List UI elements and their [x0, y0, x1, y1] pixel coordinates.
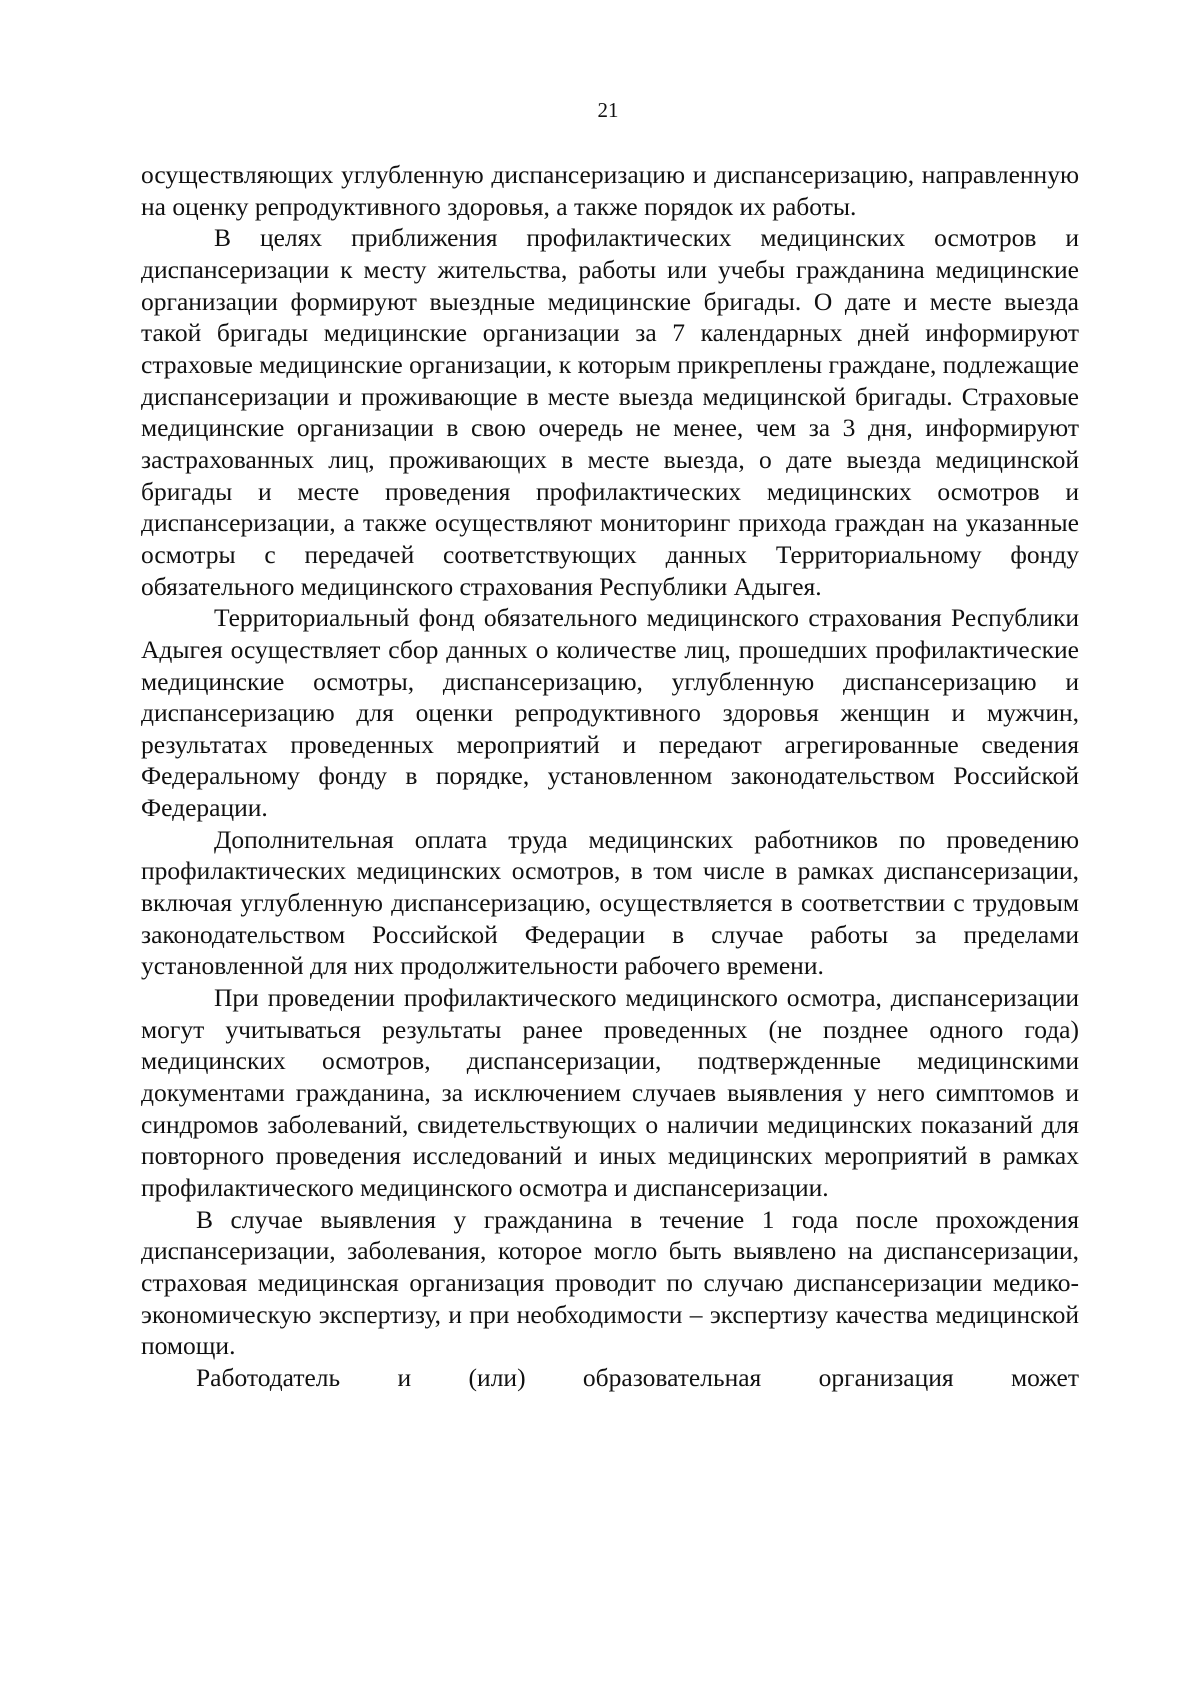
page-number: 21: [597, 98, 619, 122]
paragraph-3: Территориальный фонд обязательного медицинского страхования Республики Адыгея осуществляет сбор данных о количестве лиц, прошедших профилактические медицинские осмотры, диспансеризацию, углубленную диспансеризацию и диспансеризацию для оценки репродуктивного здоровья женщин и мужчин, результатах проведенных мероприятий и передают агрегированные сведения Федеральному фонду в порядке, установленном законодательством Российской Федерации.: [141, 603, 1079, 823]
paragraph-4: Дополнительная оплата труда медицинских работников по проведению профилактических медицинских осмотров, в том числе в рамках диспансеризации, включая углубленную диспансеризацию, осуществляется в соответствии с трудовым законодательством Российской Федерации в случае работы за пределами установленной для них продолжительности рабочего времени.: [141, 824, 1079, 981]
document-body: [141, 159, 1079, 1394]
paragraph-6: В случае выявления у гражданина в течение 1 года после прохождения диспансеризации, заболевания, которое могло быть выявлено на диспансеризации, страховая медицинская организация проводит по случаю диспансеризации медико-экономическую экспертизу, и при необходимости – экспертизу качества медицинской помощи.: [141, 1204, 1079, 1361]
paragraph-7: Работодатель и (или) образовательная организация может: [196, 1362, 1079, 1392]
paragraph-2: В целях приближения профилактических медицинских осмотров и диспансеризации к месту жительства, работы или учебы гражданина медицинские организации формируют выездные медицинские бригады. О дате и месте выезда такой бригады медицинские организации за 7 календарных дней информируют страховые медицинские организации, к которым прикреплены граждане, подлежащие диспансеризации и проживающие в месте выезда медицинской бригады. Страховые медицинские организации в свою очередь не менее, чем за 3 дня, информируют застрахованных лиц, проживающих в месте выезда, о дате выезда медицинской бригады и месте проведения профилактических медицинских осмотров и диспансеризации, а также осуществляют мониторинг прихода граждан на указанные осмотры с передачей соответствующих данных Территориальному фонду обязательного медицинского страхования Республики Адыгея.: [141, 223, 1079, 601]
paragraph-1: осуществляющих углубленную диспансеризацию и диспансеризацию, направленную на оценку репродуктивного здоровья, а также порядок их работы.: [141, 160, 1079, 221]
paragraph-5: При проведении профилактического медицинского осмотра, диспансеризации могут учитываться результаты ранее проведенных (не позднее одного года) медицинских осмотров, диспансеризации, подтвержденные медицинскими документами гражданина, за исключением случаев выявления у него симптомов и синдромов заболеваний, свидетельствующих о наличии медицинских показаний для повторного проведения исследований и иных медицинских мероприятий в рамках профилактического медицинского осмотра и диспансеризации.: [141, 983, 1079, 1202]
